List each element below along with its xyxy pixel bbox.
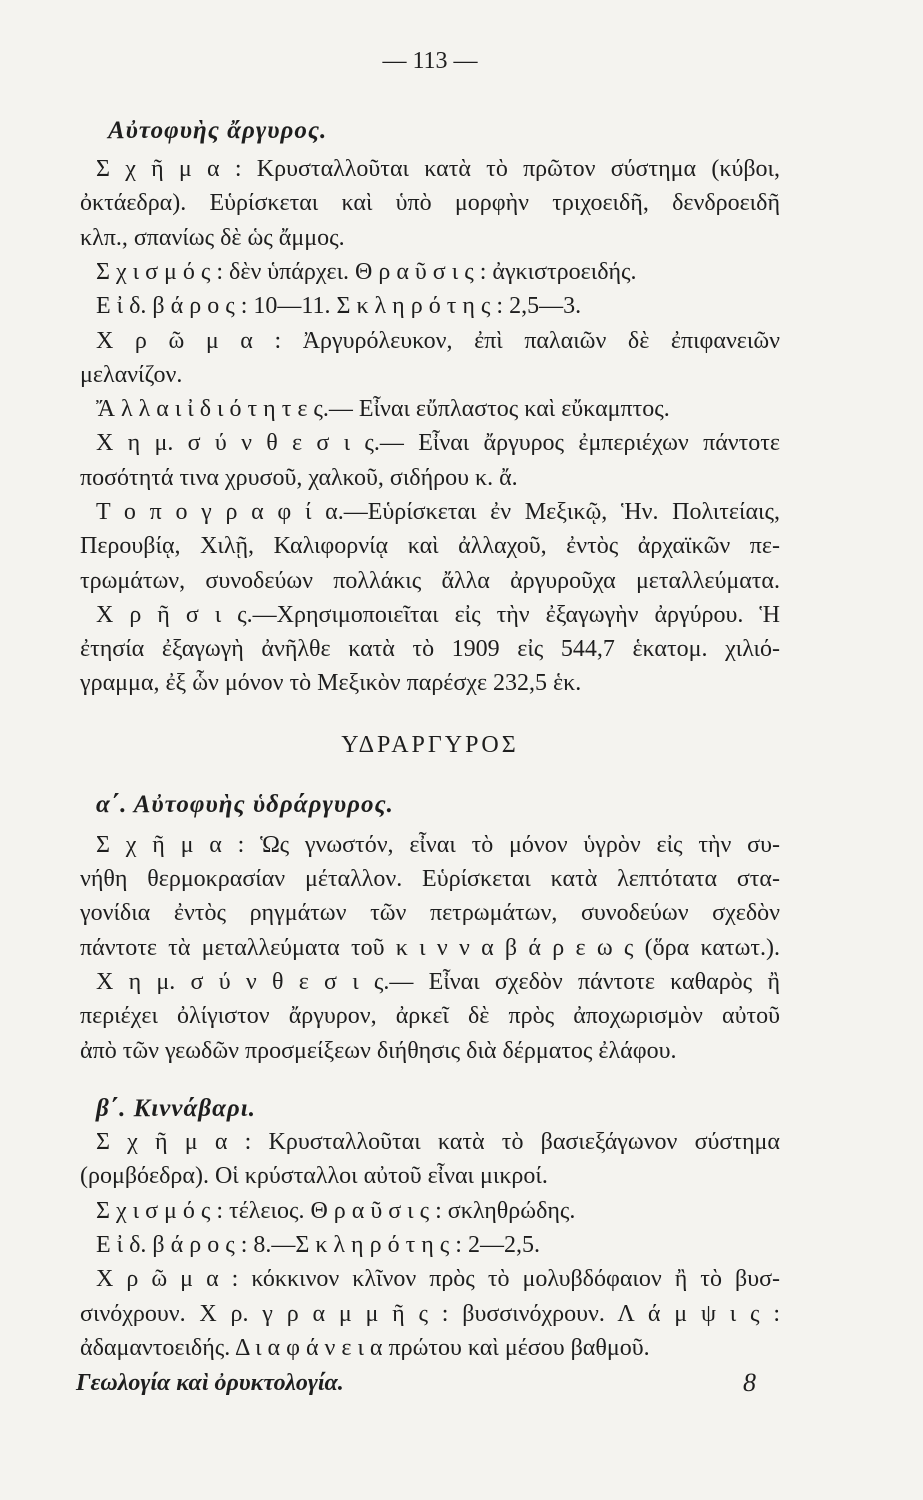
text-line: κλπ., σπανίως δὲ ὡς ἄμμος.	[80, 225, 345, 251]
text-line: Χ ρ ῶ μ α : Ἀργυρόλευκον, ἐπὶ παλαιῶν δὲ ἐπιφανειῶν	[96, 328, 780, 354]
text-line: Ἄ λ λ α ι ἰ δ ι ό τ η τ ε ς.— Εἶναι εὔπλαστος καὶ εὔκαμπτος.	[96, 396, 670, 422]
footer	[76, 1368, 756, 1398]
text-line: Σ χ ῆ μ α : Κρυσταλλοῦται κατὰ τὸ πρῶτον σύστημα (κύβοι,	[96, 156, 780, 182]
text-line: Περουβίᾳ, Χιλῇ, Καλιφορνίᾳ καὶ ἀλλαχοῦ, ἐντὸς ἀρχαϊκῶν πε-	[80, 533, 780, 559]
text-line: ἐτησία ἐξαγωγὴ ἀνῆλθε κατὰ τὸ 1909 εἰς 544,7 ἑκατομ. χιλιό-	[80, 636, 780, 662]
page-number: — 113 —	[382, 48, 478, 74]
text-line: Σ χ ι σ μ ό ς : δὲν ὑπάρχει. Θ ρ α ῦ σ ι ς : ἀγκιστροειδής.	[96, 259, 637, 285]
section-heading-native-silver: Αὐτοφυὴς ἄργυρος.	[108, 117, 328, 144]
footer-signature-mark: 8	[743, 1368, 756, 1397]
text-line: Σ χ ῆ μ α : Ὡς γνωστόν, εἶναι τὸ μόνον ὑγρὸν εἰς τὴν συ-	[96, 832, 780, 858]
section-title-mercury: ΥΔΡΑΡΓΥΡΟΣ	[341, 732, 519, 758]
text-line: ποσότητά τινα χρυσοῦ, χαλκοῦ, σιδήρου κ. ἄ.	[80, 465, 518, 491]
footer-book-title: Γεωλογία καὶ ὀρυκτολογία.	[76, 1370, 344, 1396]
section-heading-native-mercury: α΄. Αὐτοφυὴς ὑδράργυρος.	[96, 791, 394, 818]
text-line: μελανίζον.	[80, 362, 183, 388]
text-line: Χ η μ. σ ύ ν θ ε σ ι ς.— Εἶναι σχεδὸν πάντοτε καθαρὸς ἢ	[96, 969, 780, 995]
section-heading-cinnabar: β΄. Κιννάβαρι.	[96, 1095, 256, 1122]
text-line: νήθη θερμοκρασίαν μέταλλον. Εὑρίσκεται κατὰ λεπτότατα στα-	[80, 866, 780, 892]
text-line: Χ η μ. σ ύ ν θ ε σ ι ς.— Εἶναι ἄργυρος ἐμπεριέχων πάντοτε	[96, 430, 780, 456]
text-line: πάντοτε τὰ μεταλλεύματα τοῦ κ ι ν ν α β ά ρ ε ω ς (ὅρα κατωτ.).	[80, 935, 780, 961]
text-line: περιέχει ὀλίγιστον ἄργυρον, ἀρκεῖ δὲ πρὸς ἀποχωρισμὸν αὐτοῦ	[80, 1003, 780, 1029]
text-line: γονίδια ἐντὸς ρηγμάτων τῶν πετρωμάτων, συνοδεύων σχεδὸν	[80, 900, 780, 926]
text-line: ἀδαμαντοειδής. Δ ι α φ ά ν ε ι α πρώτου καὶ μέσου βαθμοῦ.	[80, 1335, 650, 1361]
text-line: σινόχρουν. Χ ρ. γ ρ α μ μ ῆ ς : βυσσινόχρουν. Λ ά μ ψ ι ς :	[80, 1301, 780, 1327]
text-line: Χ ρ ῆ σ ι ς.—Χρησιμοποιεῖται εἰς τὴν ἐξαγωγὴν ἀργύρου. Ἡ	[96, 602, 780, 628]
text-line: ὀκτάεδρα). Εὑρίσκεται καὶ ὑπὸ μορφὴν τριχοειδῆ, δενδροειδῆ	[80, 190, 780, 216]
text-line: γραμμα, ἐξ ὧν μόνον τὸ Μεξικὸν παρέσχε 232,5 ἑκ.	[80, 670, 582, 696]
text-line: Ε ἰ δ. β ά ρ ο ς : 8.—Σ κ λ η ρ ό τ η ς : 2—2,5.	[96, 1232, 540, 1258]
text-line: Τ ο π ο γ ρ α φ ί α.—Εὑρίσκεται ἐν Μεξικῷ, Ἡν. Πολιτείαις,	[96, 499, 780, 525]
text-line: Χ ρ ῶ μ α : κόκκινον κλῖνον πρὸς τὸ μολυβδόφαιον ἢ τὸ βυσ-	[96, 1266, 780, 1292]
text-line: τρωμάτων, συνοδεύων πολλάκις ἄλλα ἀργυροῦχα μεταλλεύματα.	[80, 568, 780, 594]
text-line: Σ χ ῆ μ α : Κρυσταλλοῦται κατὰ τὸ βασιεξάγωνον σύστημα	[96, 1129, 780, 1155]
text-line: (ρομβόεδρα). Οἱ κρύσταλλοι αὐτοῦ εἶναι μικροί.	[80, 1163, 548, 1189]
text-line: Ε ἰ δ. β ά ρ ο ς : 10—11. Σ κ λ η ρ ό τ η ς : 2,5—3.	[96, 293, 582, 319]
text-line: Σ χ ι σ μ ό ς : τέλειος. Θ ρ α ῦ σ ι ς : σκληθρώδης.	[96, 1198, 576, 1224]
text-line: ἀπὸ τῶν γεωδῶν προσμείξεων διήθησις διὰ δέρματος ἐλάφου.	[80, 1038, 677, 1064]
